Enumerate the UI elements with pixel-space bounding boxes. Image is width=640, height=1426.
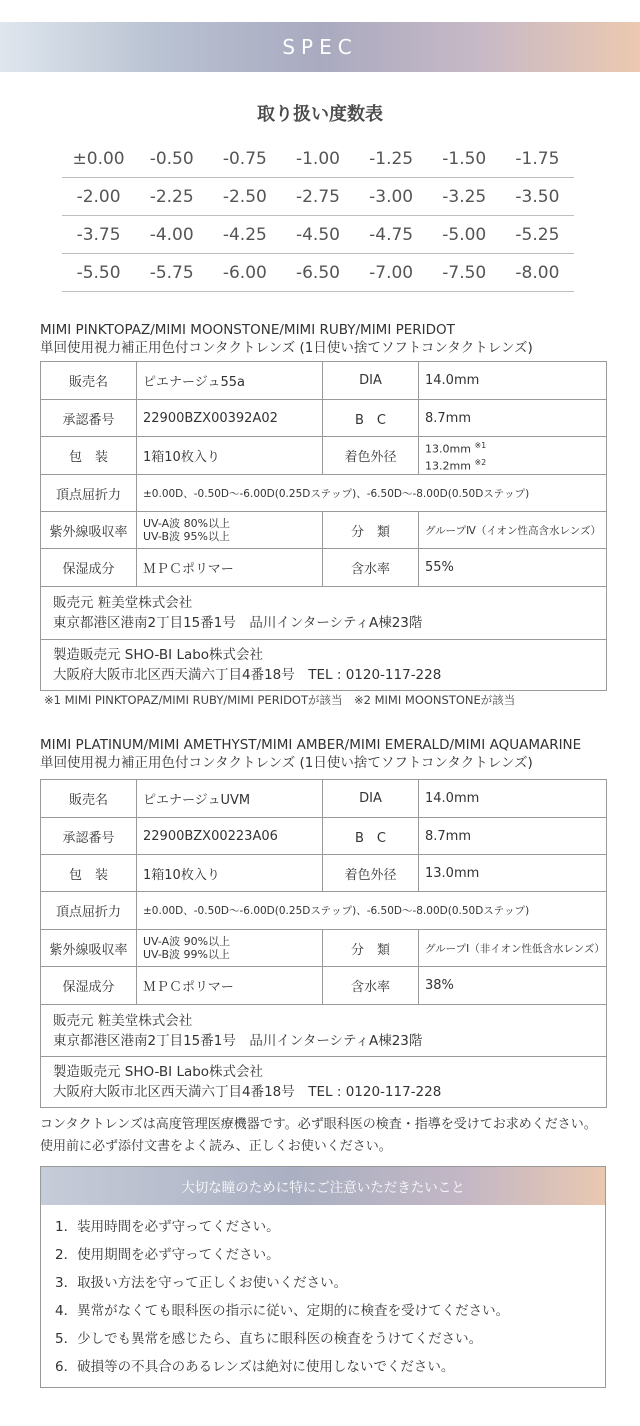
spec-row (41, 437, 607, 475)
care-item: 1．装用時間を必ず守ってください。 (55, 1219, 280, 1235)
care-item: 3．取扱い方法を守って正しくお使いください。 (55, 1275, 348, 1291)
approval-value: 22900BZX00223A06 (137, 818, 323, 855)
product2-title-line1: MIMI PLATINUM/MIMI AMETHYST/MIMI AMBER/MIMI EMERALD/MIMI AQUAMARINE (40, 737, 582, 753)
color-dia-2-note: ※2 (474, 457, 487, 467)
approval-label: 承認番号 (41, 818, 137, 855)
seller-info (41, 587, 607, 640)
package-label: 包 装 (41, 855, 137, 892)
power-cell: -3.00 (369, 186, 414, 207)
maker-address: 大阪府大阪市北区西天満六丁目4番18号 TEL : 0120-117-228 (53, 667, 442, 683)
power-row (62, 178, 574, 216)
uv-value (137, 930, 323, 967)
care-item: 6．破損等の不具合のあるレンズは絶対に使用しないでください。 (55, 1359, 455, 1375)
power-cell: -1.00 (295, 148, 340, 169)
color-dia-value: 13.0mm (419, 855, 607, 892)
power-row (62, 216, 574, 254)
footnote: ※1 MIMI PINKTOPAZ/MIMI RUBY/MIMI PERIDOTが該当 ※2 MIMI MOONSTONEが該当 (44, 693, 516, 707)
uv-value (137, 512, 323, 549)
package-value: 1箱10枚入り (137, 437, 323, 475)
dia-value: 14.0mm (419, 780, 607, 818)
dia-label: DIA (323, 780, 419, 818)
power-cell: -3.50 (515, 186, 560, 207)
product1-title-line1: MIMI PINKTOPAZ/MIMI MOONSTONE/MIMI RUBY/MIMI PERIDOT (40, 322, 455, 338)
maker-address: 大阪府大阪市北区西天満六丁目4番18号 TEL : 0120-117-228 (53, 1084, 442, 1100)
maker-name: 製造販売元 SHO-BI Labo株式会社 (53, 647, 264, 663)
dia-value: 14.0mm (419, 362, 607, 400)
seller-name: 販売元 粧美堂株式会社 (53, 595, 193, 611)
class-label: 分 類 (323, 512, 419, 549)
power-cell: -3.75 (76, 224, 121, 245)
power-cell: -2.25 (149, 186, 194, 207)
power-cell: -2.50 (222, 186, 267, 207)
spec-row (41, 362, 607, 400)
power-cell: -8.00 (515, 262, 560, 283)
dia-label: DIA (323, 362, 419, 400)
product2-spec-table (40, 779, 607, 1108)
color-dia-1: 13.0mm (425, 442, 471, 456)
spec-row (41, 930, 607, 967)
spec-banner (0, 22, 640, 72)
power-cell: ±0.00 (72, 148, 125, 169)
power-cell: -4.75 (369, 224, 414, 245)
power-cell: -6.50 (295, 262, 340, 283)
product1-title-line2: 単回使用視力補正用色付コンタクトレンズ (1日使い捨てソフトコンタクトレンズ) (40, 340, 533, 356)
moist-label: 保湿成分 (41, 549, 137, 587)
spec-row (41, 549, 607, 587)
power-label: 頂点屈折力 (41, 475, 137, 512)
color-dia-label: 着色外径 (323, 437, 419, 475)
sales-name-value: ピエナージュ55a (137, 362, 323, 400)
power-table-title: 取り扱い度数表 (257, 104, 383, 125)
color-dia-label: 着色外径 (323, 855, 419, 892)
bc-value: 8.7mm (419, 818, 607, 855)
power-cell: -5.25 (515, 224, 560, 245)
maker-info (41, 1057, 607, 1108)
power-cell: -5.00 (442, 224, 487, 245)
care-title: 大切な瞳のために特にご注意いただきたいこと (41, 1167, 605, 1205)
care-item: 4．異常がなくても眼科医の指示に従い、定期的に検査を受けてください。 (55, 1303, 510, 1319)
power-cell: -5.75 (149, 262, 194, 283)
moist-value: ＭＰＣポリマー (137, 549, 323, 587)
power-cell: -1.50 (442, 148, 487, 169)
power-cell: -4.25 (222, 224, 267, 245)
power-cell: -1.25 (369, 148, 414, 169)
approval-label: 承認番号 (41, 400, 137, 437)
water-value: 38% (419, 967, 607, 1005)
color-dia-value (419, 437, 607, 475)
product1-title (40, 321, 533, 357)
sales-name-value: ピエナージュUVM (137, 780, 323, 818)
spec-row (41, 892, 607, 930)
power-cell: -4.00 (149, 224, 194, 245)
care-list (41, 1205, 605, 1381)
notice-line1: コンタクトレンズは高度管理医療機器です。必ず眼科医の検査・指導を受けてお求めください。 (40, 1117, 597, 1132)
uv-a-value: UV-A波 90%以上 (143, 935, 231, 948)
seller-address: 東京都港区港南2丁目15番1号 品川インターシティA棟23階 (53, 615, 423, 631)
banner-title: SPEC (282, 35, 358, 59)
uv-a-value: UV-A波 80%以上 (143, 517, 231, 530)
power-cell: -1.75 (515, 148, 560, 169)
power-row (62, 254, 574, 292)
power-cell: -3.25 (442, 186, 487, 207)
bc-label: B C (323, 818, 419, 855)
care-item: 5．少しでも異常を感じたら、直ちに眼科医の検査をうけてください。 (55, 1331, 483, 1347)
power-cell: -7.00 (369, 262, 414, 283)
water-value: 55% (419, 549, 607, 587)
spec-row (41, 475, 607, 512)
spec-row (41, 855, 607, 892)
power-table (62, 140, 574, 292)
uv-b-value: UV-B波 95%以上 (143, 530, 231, 543)
color-dia-1-note: ※1 (474, 440, 487, 450)
water-label: 含水率 (323, 967, 419, 1005)
power-cell: -6.00 (222, 262, 267, 283)
care-item: 2．使用期間を必ず守ってください。 (55, 1247, 280, 1263)
power-cell: -4.50 (295, 224, 340, 245)
moist-label: 保湿成分 (41, 967, 137, 1005)
power-cell: -2.00 (76, 186, 121, 207)
moist-value: ＭＰＣポリマー (137, 967, 323, 1005)
power-cell: -2.75 (295, 186, 340, 207)
class-value: グループⅠ（非イオン性低含水レンズ） (419, 930, 607, 967)
uv-b-value: UV-B波 99%以上 (143, 948, 231, 961)
spec-row (41, 780, 607, 818)
seller-address: 東京都港区港南2丁目15番1号 品川インターシティA棟23階 (53, 1032, 423, 1049)
care-box (40, 1166, 606, 1388)
power-label: 頂点屈折力 (41, 892, 137, 930)
spec-row (41, 1005, 607, 1057)
spec-row (41, 512, 607, 549)
product2-title-line2: 単回使用視力補正用色付コンタクトレンズ (1日使い捨てソフトコンタクトレンズ) (40, 755, 533, 771)
medical-device-notice (40, 1114, 597, 1158)
package-value: 1箱10枚入り (137, 855, 323, 892)
class-label: 分 類 (323, 930, 419, 967)
power-cell: -7.50 (442, 262, 487, 283)
sales-name-label: 販売名 (41, 780, 137, 818)
color-dia-2: 13.2mm (425, 459, 471, 473)
product2-title (40, 736, 581, 772)
class-value: グループⅣ（イオン性高含水レンズ） (419, 512, 607, 549)
maker-name: 製造販売元 SHO-BI Labo株式会社 (53, 1064, 264, 1080)
package-label: 包 装 (41, 437, 137, 475)
power-cell: -5.50 (76, 262, 121, 283)
power-value: ±0.00D、-0.50D〜-6.00D(0.25Dステップ)、-6.50D〜-8.00D(0.50Dステップ) (137, 475, 607, 512)
spec-row (41, 967, 607, 1005)
approval-value: 22900BZX00392A02 (137, 400, 323, 437)
spec-row (41, 587, 607, 640)
seller-info (41, 1005, 607, 1057)
notice-line2: 使用前に必ず添付文書をよく読み、正しくお使いください。 (40, 1139, 392, 1154)
product1-spec-table (40, 361, 607, 691)
power-value: ±0.00D、-0.50D〜-6.00D(0.25Dステップ)、-6.50D〜-8.00D(0.50Dステップ) (137, 892, 607, 930)
power-cell: -0.75 (222, 148, 267, 169)
bc-value: 8.7mm (419, 400, 607, 437)
power-cell: -0.50 (149, 148, 194, 169)
uv-label: 紫外線吸収率 (41, 512, 137, 549)
maker-info (41, 640, 607, 691)
seller-name: 販売元 粧美堂株式会社 (53, 1012, 193, 1029)
sales-name-label: 販売名 (41, 362, 137, 400)
uv-label: 紫外線吸収率 (41, 930, 137, 967)
spec-row (41, 818, 607, 855)
bc-label: B C (323, 400, 419, 437)
spec-row (41, 400, 607, 437)
spec-row (41, 640, 607, 691)
water-label: 含水率 (323, 549, 419, 587)
power-row (62, 140, 574, 178)
spec-row (41, 1057, 607, 1108)
